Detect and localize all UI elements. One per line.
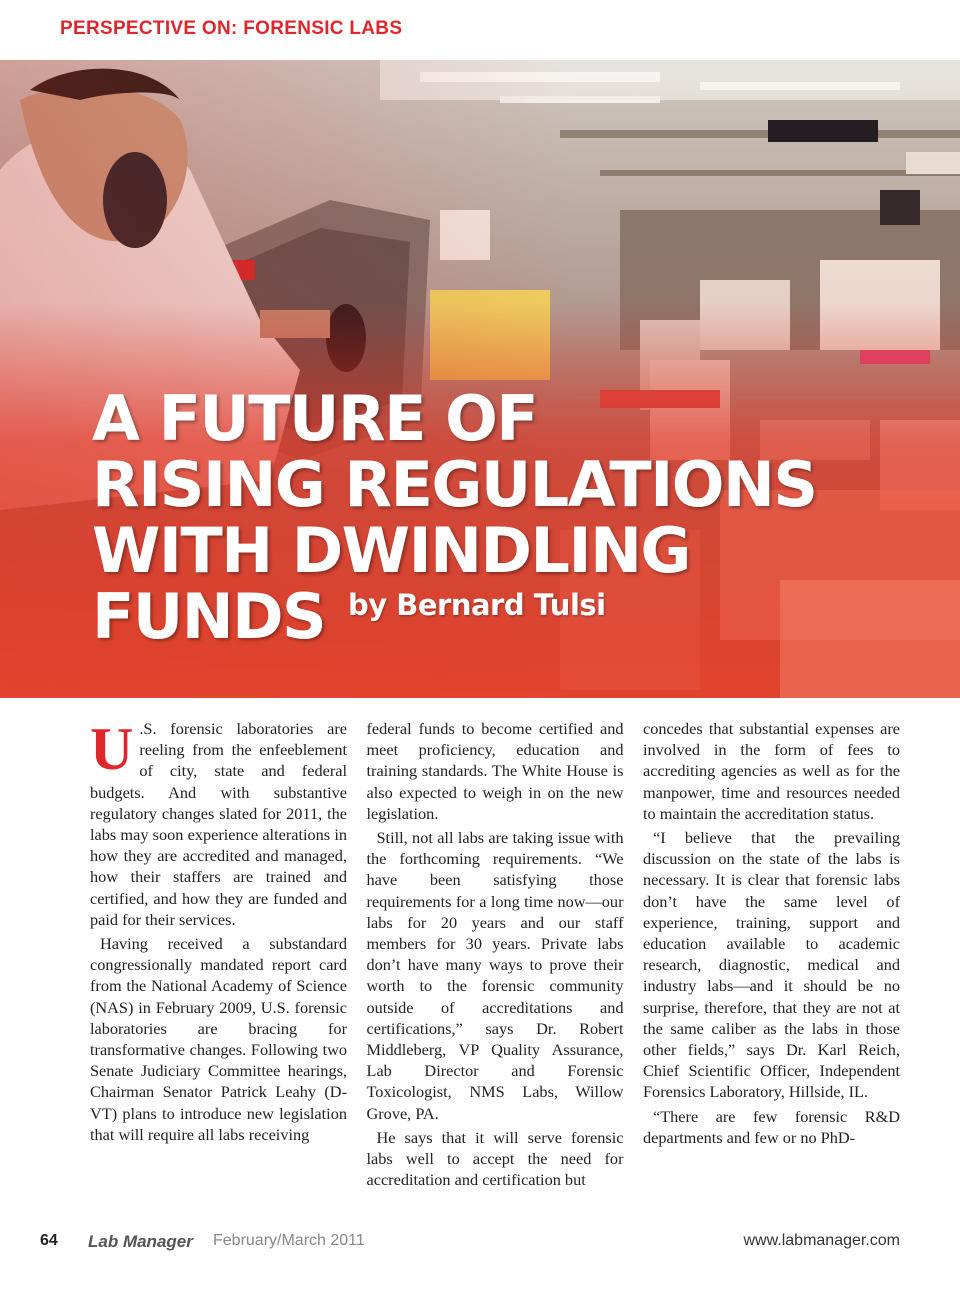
article-column-3 <box>643 718 900 1198</box>
article-paragraph <box>90 718 347 930</box>
article-column-1 <box>90 718 347 1198</box>
article-column-2 <box>367 718 624 1198</box>
headline-line-4: FUNDS <box>92 580 326 653</box>
article-paragraph: concedes that substantial expenses are involved in the form of fees to accrediting agencies as well as for the manpower, time and resources needed to maintain the accreditation status. <box>643 719 900 823</box>
headline-line-3: WITH DWINDLING <box>92 514 690 587</box>
article-paragraph: Having received a substandard congressionally mandated report card from the National Academy of Science (NAS) in February 2009, U.S. forensic laboratories are bracing for transformative changes. Following two Senate Judiciary Committee hearings, Chairman Senator Patrick Leahy (D-VT) plans to introduce new legislation that will require all labs receiving <box>90 934 347 1144</box>
website-link[interactable]: www.labmanager.com <box>743 1232 900 1249</box>
headline-line-1: A FUTURE OF <box>92 382 538 455</box>
byline: by Bernard Tulsi <box>348 588 606 622</box>
magazine-name: Lab Manager <box>88 1232 193 1251</box>
issue-date: February/March 2011 <box>213 1232 365 1249</box>
article-body <box>90 718 900 1198</box>
page-number: 64 <box>40 1232 58 1249</box>
page-footer <box>40 1232 900 1256</box>
article-paragraph: He says that it will serve forensic labs well to accept the need for accreditation and certification but <box>366 1127 624 1190</box>
headline-line-2: RISING REGULATIONS <box>92 448 817 521</box>
section-kicker: PERSPECTIVE ON: FORENSIC LABS <box>60 18 403 39</box>
article-paragraph: Still, not all labs are taking issue with the forthcoming requirements. “We have been satisfying those requirements for a long time now—our labs for 20 years and our staff members for 30 years. Private labs don’t have many ways to prove their worth to the forensic community outside of accreditations and certifications,” says Dr. Robert Middleberg, VP Quality Assurance, Lab Director and Forensic Toxicologist, NMS Labs, Willow Grove, PA. <box>366 828 624 1123</box>
article-paragraph: “I believe that the prevailing discussion on the state of the labs is necessary. It is clear that forensic labs don’t have the same level of experience, training, support and education available to academic research, diagnostic, medical and industry labs—and it should be no surprise, therefore, that they are not at the same caliber as the labs in those other fields,” says Dr. Karl Reich, Chief Scientific Officer, Independent Forensics Laboratory, Hillside, IL. <box>643 828 900 1102</box>
article-paragraph: “There are few forensic R&D departments and few or no PhD- <box>643 1106 900 1147</box>
dropcap: U <box>90 716 134 782</box>
paragraph-text: .S. forensic laboratories are reeling from the enfeeblement of city, state and federal budgets. And with substantive regulatory changes slated for 2011, the labs may soon experience alterations in how they are accredited and managed, how their staffers are trained and certified, and how they are funded and paid for their services. <box>90 719 347 929</box>
article-paragraph: federal funds to become certified and meet proficiency, education and training standards. The White House is also expected to weigh in on the new legislation. <box>366 719 624 823</box>
